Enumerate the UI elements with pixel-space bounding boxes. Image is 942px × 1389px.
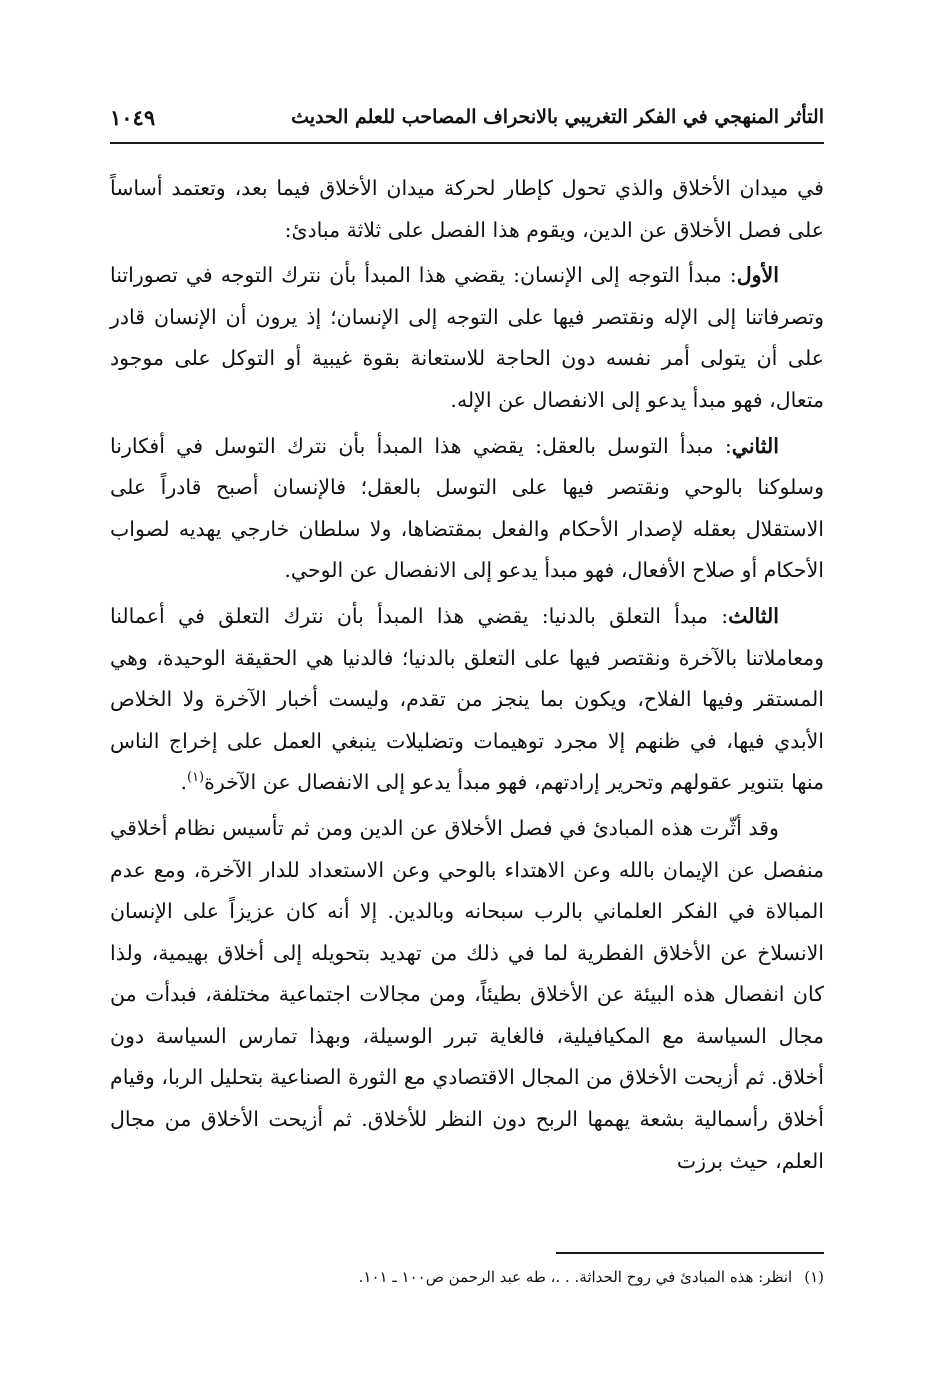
principle-text: : مبدأ التوسل بالعقل: يقضي هذا المبدأ بأن نترك التوسل في أفكارنا وسلوكنا بالوحي ونقتصر فيها على التوسل بالعقل؛ فالإنسان أصبح قادراً على الاستقلال بعقله لإصدار الأحكام والفعل بمقتضاها، ولا سلطان خارجي يهديه لصواب الأحكام أو صلاح الأفعال، فهو مبدأ يدعو إلى الانفصال عن الوحي. [110,433,824,583]
intro-paragraph: في ميدان الأخلاق والذي تحول كإطار لحركة ميدان الأخلاق فيما بعد، وتعتمد أساساً على فصل الأخلاق عن الدين، ويقوم هذا الفصل على ثلاثة مبادئ: [110,176,824,242]
footnote-number: (١) [804,1268,824,1286]
footnote-reference[interactable]: (١) [186,770,205,786]
page-header [110,100,824,134]
footnote-text: انظر: هذه المبادئ في روح الحداثة. . .، طه عبد الرحمن ص١٠٠ ـ ١٠١. [358,1268,793,1286]
footnote-rule [556,1252,824,1254]
principle-text: : مبدأ التوجه إلى الإنسان: يقضي هذا المبدأ بأن نترك التوجه في تصوراتنا وتصرفاتنا إلى الإله ونقتصر فيها على التوجه إلى الإنسان؛ إذ يرون أن الإنسان قادر على أن يتولى أمر نفسه دون الحاجة للاستعانة بقوة غيبية أو التوكل على موجود متعال، فهو مبدأ يدعو إلى الانفصال عن الإله. [110,263,824,412]
principle-text: : مبدأ التعلق بالدنيا: يقضي هذا المبدأ بأن نترك التعلق في أعمالنا ومعاملاتنا بالآخرة ونقتصر فيها على التعلق بالدنيا؛ فالدنيا هي الحقيقة الوحيدة، وهي المستقر وفيها الفلاح، ويكون بما ينجز من تقدم، وليست أخبار الآخرة ولا الخلاص الأبدي فيها، في ظنهم إلا مجرد توهيمات وتضليلات ينبغي العمل على إخراج الناس منها بتنوير عقولهم وتحرير إرادتهم، فهو مبدأ يدعو إلى الانفصال عن الآخرة [110,603,824,795]
running-title: التأثر المنهجي في الفكر التغريبي بالانحراف المصاحب للعلم الحديث [291,106,824,128]
principle-term: الثالث [728,603,779,628]
page-number: ١٠٤٩ [110,104,156,130]
footnote [110,1263,824,1291]
body-text [110,168,824,1182]
principle-end: . [180,770,187,795]
conclusion-paragraph: وقد أثّرت هذه المبادئ في فصل الأخلاق عن الدين ومن ثم تأسيس نظام أخلاقي منفصل عن الإيمان بالله وعن الاهتداء بالوحي وعن الاستعداد للدار الآخرة، ومع عدم المبالاة في الفكر العلماني بالرب سبحانه وبالدين. إلا أنه كان عزيزاً على الإنسان الانسلاخ عن الأخلاق الفطرية لما في ذلك من تهديد بتحويله إلى أخلاق بهيمية، ولذا كان انفصال هذه البيئة عن الأخلاق بطيئاً، ومن مجالات اجتماعية مختلفة، فبدأت من مجال السياسة مع المكيافيلية، فالغاية تبرر الوسيلة، وبهذا تمارس السياسة دون أخلاق. ثم أزيحت الأخلاق من المجال الاقتصادي مع الثورة الصناعية بتحليل الربا، وقيام أخلاق رأسمالية بشعة يهمها الربح دون النظر للأخلاق. ثم أزيحت الأخلاق من مجال العلم، حيث برزت [110,815,824,1173]
principle-term: الأول [736,263,779,288]
principle-first [110,255,824,421]
principle-term: الثاني [731,433,779,458]
principle-third [110,596,824,804]
principle-second [110,426,824,592]
header-rule [110,142,824,144]
